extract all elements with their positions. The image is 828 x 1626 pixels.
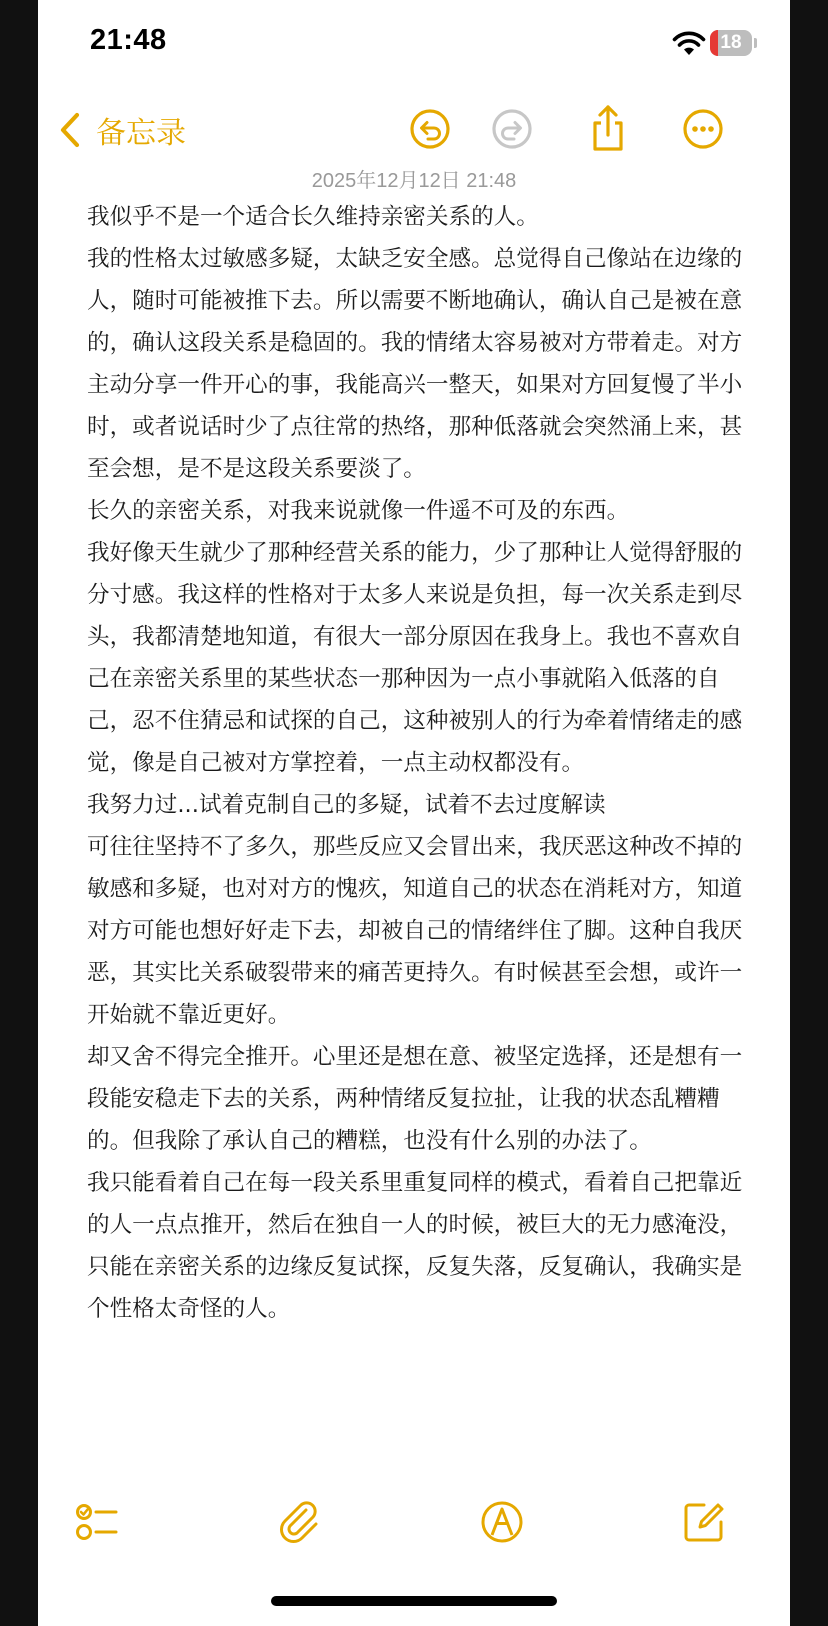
notes-screen <box>38 0 790 1626</box>
back-label: 备忘录 <box>96 116 186 151</box>
note-paragraph: 我努力过...试着克制自己的多疑，试着不去过度解读 <box>87 792 606 818</box>
note-paragraph: 我的性格太过敏感多疑，太缺乏安全感。总觉得自己像站在边缘的人，随时可能被推下去。所以需要不断地确认，确认自己是被在意的，确认这段关系是稳固的。我的情绪太容易被对方带着走。对方主动分享一件开心的事，我能高兴一整天，如果对方回复慢了半小时，或者说话时少了点往常的热络，那种低落就会突然涌上来，甚至会想，是不是这段关系要淡了。 <box>87 246 743 482</box>
note-paragraph: 长久的亲密关系，对我来说就像一件遥不可及的东西。 <box>87 498 630 524</box>
note-date: 2025年12月12日 21:48 <box>311 170 517 192</box>
note-body[interactable] <box>87 196 757 1330</box>
paperclip-icon[interactable] <box>276 1498 324 1546</box>
status-time: 21:48 <box>90 24 167 56</box>
wifi-icon <box>672 31 706 57</box>
compose-icon[interactable] <box>680 1498 728 1546</box>
nav-bar <box>38 95 790 165</box>
redo-icon[interactable] <box>486 103 538 155</box>
note-paragraph: 却又舍不得完全推开。心里还是想在意、被坚定选择，还是想有一段能安稳走下去的关系，两种情绪反复拉扯，让我的状态乱糟糟的。但我除了承认自己的糟糕，也没有什么别的办法了。 <box>87 1044 743 1154</box>
chevron-left-icon <box>58 112 82 148</box>
status-bar <box>38 0 790 90</box>
home-indicator[interactable] <box>271 1596 557 1606</box>
back-button[interactable] <box>58 95 186 165</box>
undo-icon[interactable] <box>404 103 456 155</box>
share-icon[interactable] <box>582 103 634 155</box>
bottom-toolbar <box>38 1498 790 1554</box>
note-paragraph: 我似乎不是一个适合长久维持亲密关系的人。 <box>87 204 539 230</box>
note-paragraph: 我好像天生就少了那种经营关系的能力，少了那种让人觉得舒服的分寸感。我这样的性格对于太多人来说是负担，每一次关系走到尽头，我都清楚地知道，有很大一部分原因在我身上。我也不喜欢自己在亲密关系里的某些状态一那种因为一点小事就陷入低落的自己，忍不住猜忌和试探的自己，这种被别人的行为牵着情绪走的感觉，像是自己被对方掌控着，一点主动权都没有。 <box>87 540 743 776</box>
note-paragraph: 我只能看着自己在每一段关系里重复同样的模式，看着自己把靠近的人一点点推开，然后在独自一人的时候，被巨大的无力感淹没，只能在亲密关系的边缘反复试探，反复失落，反复确认，我确实是个性格太奇怪的人。 <box>87 1170 743 1322</box>
more-icon[interactable] <box>677 103 729 155</box>
battery-tip <box>754 38 757 48</box>
markup-pen-icon[interactable] <box>478 1498 526 1546</box>
battery-level-text: 18 <box>720 32 742 53</box>
checklist-icon[interactable] <box>74 1498 122 1546</box>
note-paragraph: 可往往坚持不了多久，那些反应又会冒出来，我厌恶这种改不掉的敏感和多疑，也对对方的愧疚，知道自己的状态在消耗对方，知道对方可能也想好好走下去，却被自己的情绪绊住了脚。这种自我厌恶，其实比关系破裂带来的痛苦更持久。有时候甚至会想，或许一开始就不靠近更好。 <box>87 834 743 1028</box>
battery-icon <box>710 30 752 56</box>
